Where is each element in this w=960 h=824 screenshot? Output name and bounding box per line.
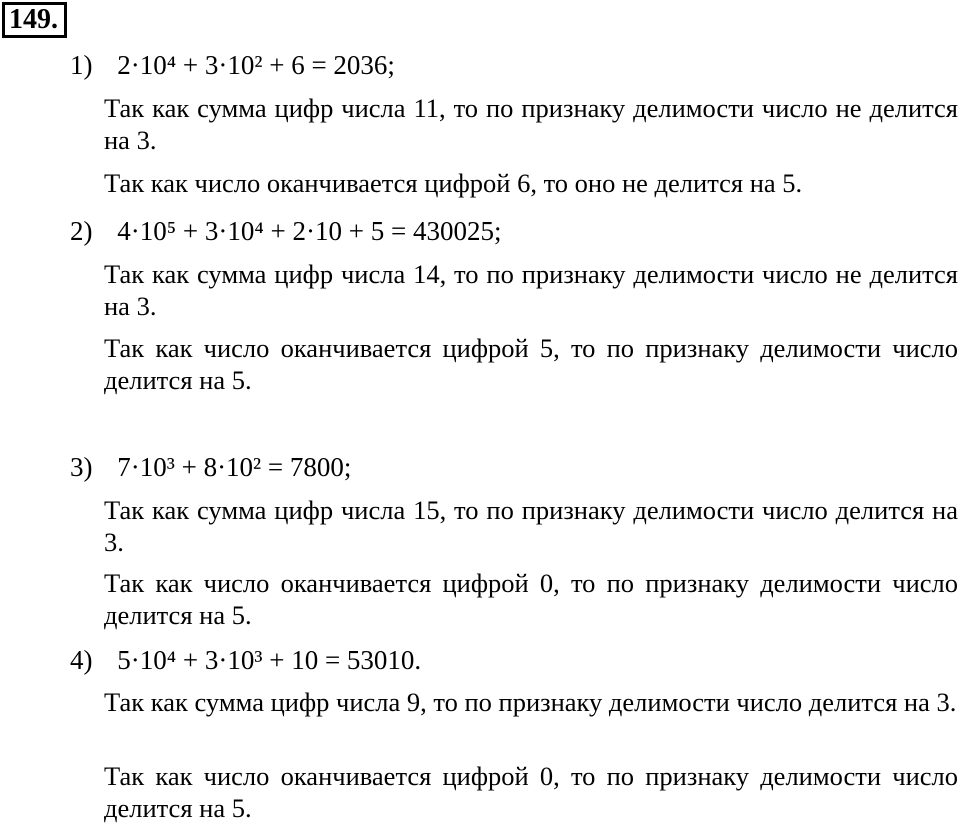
item-number-2: 2) [70, 216, 93, 246]
item-number-3: 3) [70, 452, 93, 482]
paragraph-1-2: Так как число оканчивается цифрой 6, то оно не делится на 5. [104, 168, 803, 198]
formula-4 [70, 645, 421, 675]
item-number-1: 1) [70, 50, 93, 80]
paragraph-2-1: Так как сумма цифр числа 14, то по признаку делимости число не делится на 3. [104, 259, 958, 321]
formula-3 [70, 452, 351, 482]
equation-1: 2·10⁴ + 3·10² + 6 = 2036; [117, 50, 395, 80]
paragraph-3-1: Так как сумма цифр числа 15, то по признаку делимости число делится на 3. [104, 495, 958, 557]
equation-2: 4·10⁵ + 3·10⁴ + 2·10 + 5 = 430025; [117, 216, 502, 246]
paragraph-4-1: Так как сумма цифр числа 9, то по признаку делимости число делится на 3. [104, 687, 957, 717]
item-number-4: 4) [70, 645, 93, 675]
formula-1 [70, 50, 395, 80]
equation-3: 7·10³ + 8·10² = 7800; [117, 452, 352, 482]
equation-4: 5·10⁴ + 3·10³ + 10 = 53010. [117, 645, 422, 675]
paragraph-4-2: Так как число оканчивается цифрой 0, то по признаку делимости число делится на 5. [104, 761, 958, 823]
paragraph-1-1: Так как сумма цифр числа 11, то по признаку делимости число не делится на 3. [104, 93, 958, 155]
formula-2 [70, 216, 501, 246]
paragraph-2-2: Так как число оканчивается цифрой 5, то по признаку делимости число делится на 5. [104, 333, 958, 395]
paragraph-3-2: Так как число оканчивается цифрой 0, то по признаку делимости число делится на 5. [104, 568, 958, 630]
problem-number-badge: 149. [2, 2, 67, 38]
